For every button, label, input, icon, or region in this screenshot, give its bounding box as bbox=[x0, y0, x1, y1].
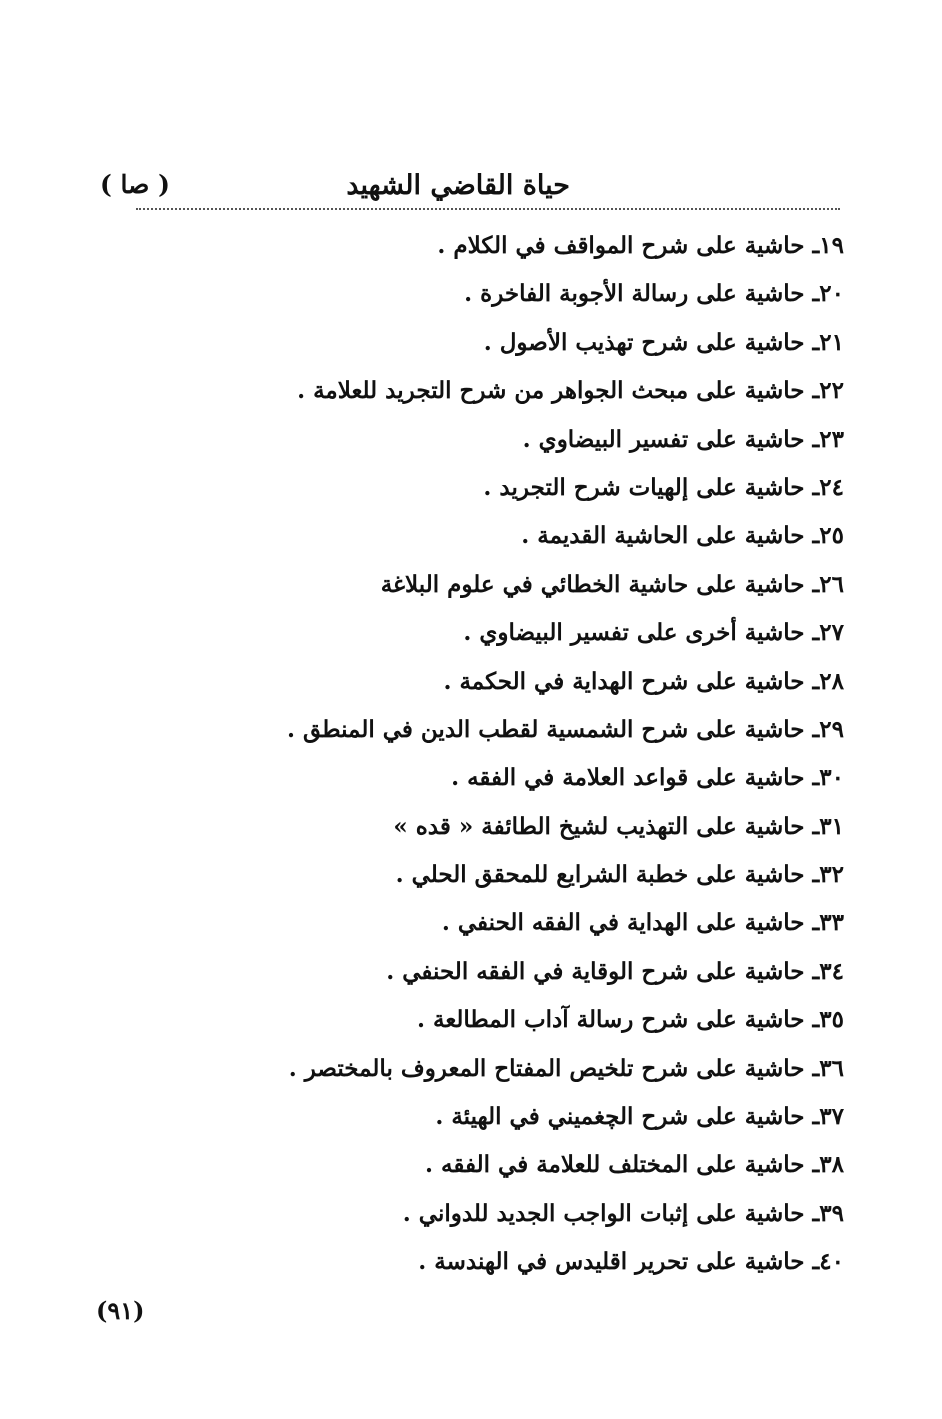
entry-separator: ـ bbox=[812, 1151, 820, 1179]
running-title: حياة القاضي الشهيد bbox=[346, 170, 570, 201]
entry-number: ٢٤ bbox=[819, 473, 844, 501]
list-item bbox=[224, 1093, 844, 1141]
entry-text: حاشية على تحرير اقليدس في الهندسة . bbox=[418, 1248, 805, 1276]
entry-separator: ـ bbox=[812, 1248, 820, 1276]
header-divider bbox=[136, 208, 840, 210]
list-item bbox=[224, 512, 844, 560]
entry-number: ٣٩ bbox=[819, 1199, 844, 1227]
entry-separator: ـ bbox=[812, 280, 820, 308]
entry-separator: ـ bbox=[812, 764, 820, 792]
entry-text: حاشية على شرح الوقاية في الفقه الحنفي . bbox=[386, 957, 805, 985]
entry-text: حاشية على المختلف للعلامة في الفقه . bbox=[425, 1151, 805, 1179]
entry-separator: ـ bbox=[812, 957, 820, 985]
list-item bbox=[224, 899, 844, 947]
entry-text: حاشية على قواعد العلامة في الفقه . bbox=[451, 764, 805, 792]
list-item bbox=[224, 948, 844, 996]
entry-number: ٢١ bbox=[819, 328, 844, 356]
entry-number: ٣١ bbox=[819, 812, 844, 840]
list-item bbox=[224, 1141, 844, 1189]
entry-separator: ـ bbox=[812, 861, 820, 889]
entry-text: حاشية على الهداية في الفقه الحنفي . bbox=[441, 909, 805, 937]
list-item bbox=[224, 851, 844, 899]
entry-separator: ـ bbox=[812, 1103, 820, 1131]
list-item bbox=[224, 1045, 844, 1093]
list-item bbox=[224, 1238, 844, 1286]
entry-number: ٣٥ bbox=[819, 1006, 844, 1034]
entry-text: حاشية على التهذيب لشيخ الطائفة « قده » bbox=[393, 812, 805, 840]
entry-separator: ـ bbox=[812, 715, 820, 743]
entry-text: حاشية على شرح تلخيص المفتاح المعروف بالمختصر . bbox=[288, 1054, 805, 1082]
entry-text: حاشية على شرح الشمسية لقطب الدين في المنطق . bbox=[287, 715, 805, 743]
entry-number: ٢٣ bbox=[819, 425, 844, 453]
entry-number: ٢٧ bbox=[819, 619, 844, 647]
list-item bbox=[224, 416, 844, 464]
entry-separator: ـ bbox=[812, 812, 820, 840]
entry-number: ٣٦ bbox=[819, 1054, 844, 1082]
bibliography-list bbox=[224, 222, 844, 1287]
list-item bbox=[224, 222, 844, 270]
entry-text: حاشية على إثبات الواجب الجديد للدواني . bbox=[402, 1199, 805, 1227]
list-item bbox=[224, 609, 844, 657]
entry-separator: ـ bbox=[812, 909, 820, 937]
header-page-reference: ( صا ) bbox=[100, 170, 170, 199]
list-item bbox=[224, 464, 844, 512]
entry-separator: ـ bbox=[812, 1199, 820, 1227]
list-item bbox=[224, 319, 844, 367]
entry-text: حاشية على إلهيات شرح التجريد . bbox=[483, 473, 805, 501]
list-item bbox=[224, 658, 844, 706]
entry-separator: ـ bbox=[812, 328, 820, 356]
entry-text: حاشية على مبحث الجواهر من شرح التجريد للعلامة . bbox=[297, 377, 805, 405]
entry-number: ٢٦ bbox=[819, 570, 844, 598]
entry-number: ٤٠ bbox=[819, 1248, 844, 1276]
page-number: (٩١) bbox=[96, 1296, 145, 1325]
entry-number: ٢٥ bbox=[819, 522, 844, 550]
entry-separator: ـ bbox=[812, 1054, 820, 1082]
entry-number: ٣٤ bbox=[819, 957, 844, 985]
entry-separator: ـ bbox=[812, 619, 820, 647]
entry-separator: ـ bbox=[812, 425, 820, 453]
entry-separator: ـ bbox=[812, 232, 820, 259]
entry-number: ٢٩ bbox=[819, 715, 844, 743]
list-item bbox=[224, 754, 844, 802]
list-item bbox=[224, 1190, 844, 1238]
entry-separator: ـ bbox=[812, 473, 820, 501]
entry-separator: ـ bbox=[812, 570, 820, 598]
entry-separator: ـ bbox=[812, 1006, 820, 1034]
entry-text: حاشية على حاشية الخطائي في علوم البلاغة bbox=[380, 570, 805, 598]
entry-number: ٣٢ bbox=[819, 861, 844, 889]
entry-number: ٢٢ bbox=[819, 377, 844, 405]
list-item bbox=[224, 996, 844, 1044]
list-item bbox=[224, 706, 844, 754]
entry-text: حاشية على شرح الهداية في الحكمة . bbox=[443, 667, 805, 695]
list-item bbox=[224, 367, 844, 415]
entry-text: حاشية على رسالة الأجوبة الفاخرة . bbox=[464, 280, 805, 308]
entry-text: حاشية على خطبة الشرايع للمحقق الحلي . bbox=[395, 861, 805, 889]
entry-separator: ـ bbox=[812, 522, 820, 550]
entry-number: ٣٨ bbox=[819, 1151, 844, 1179]
entry-separator: ـ bbox=[812, 667, 820, 695]
entry-text: حاشية على شرح رسالة آداب المطالعة . bbox=[416, 1006, 805, 1034]
entry-separator: ـ bbox=[812, 377, 820, 405]
entry-text: حاشية على تفسير البيضاوي . bbox=[522, 425, 805, 453]
entry-number: ٣٠ bbox=[819, 764, 844, 792]
entry-number: ٣٣ bbox=[819, 909, 844, 937]
list-item bbox=[224, 561, 844, 609]
entry-text: حاشية على الحاشية القديمة . bbox=[521, 522, 805, 550]
entry-number: ٣٧ bbox=[819, 1103, 844, 1131]
entry-text: حاشية على شرح تهذيب الأصول . bbox=[483, 328, 805, 356]
entry-number: ٢٠ bbox=[819, 280, 844, 308]
entry-text: حاشية على شرح الچغميني في الهيئة . bbox=[435, 1103, 805, 1131]
entry-text: حاشية أخرى على تفسير البيضاوي . bbox=[463, 619, 805, 647]
list-item bbox=[224, 270, 844, 318]
entry-number: ١٩ bbox=[819, 232, 844, 259]
entry-number: ٢٨ bbox=[819, 667, 844, 695]
list-item bbox=[224, 803, 844, 851]
entry-text: حاشية على شرح المواقف في الكلام . bbox=[437, 232, 805, 259]
page-header bbox=[100, 166, 840, 210]
